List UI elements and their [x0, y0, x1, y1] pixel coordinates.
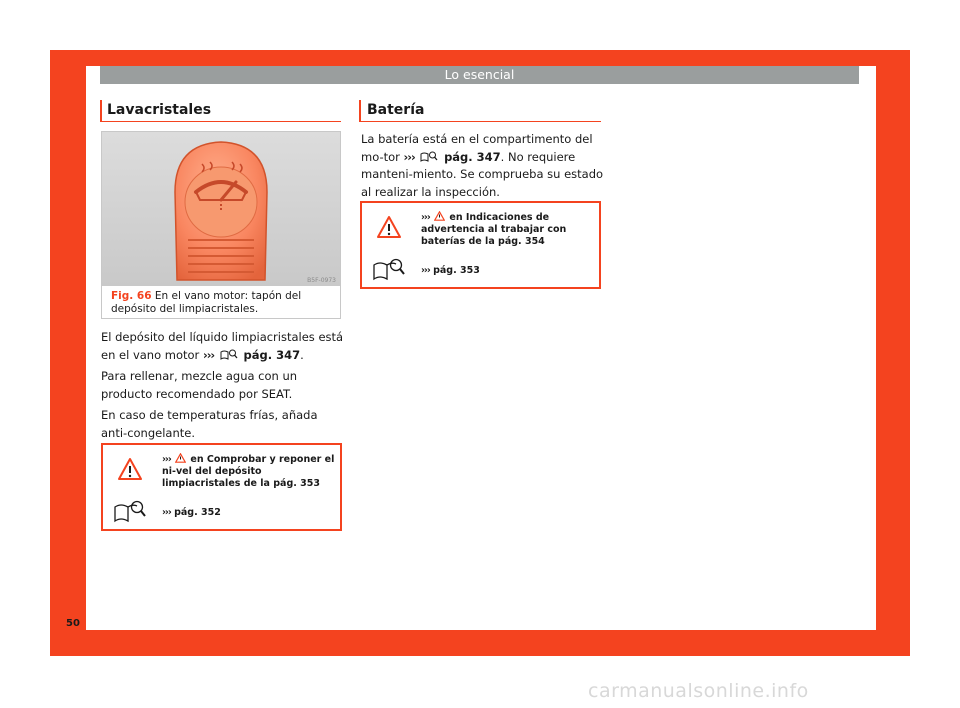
left-body	[101, 329, 346, 446]
warning-box-bateria	[360, 201, 601, 289]
chapter-header: Lo esencial	[100, 66, 859, 84]
figure-66	[101, 131, 341, 319]
watermark: carmanualsonline.info	[588, 680, 809, 702]
link-pag-347[interactable]: pág. 347	[444, 149, 501, 164]
figure-caption-text: En el vano motor: tapón del depósito del limpiacristales.	[111, 290, 302, 315]
figure-code: B5F-0973	[307, 277, 336, 284]
page-number: 50	[66, 618, 80, 629]
link-pag-347[interactable]: pág. 347	[243, 347, 301, 362]
manual-ref-text[interactable]: ››› pág. 352	[162, 507, 221, 518]
paragraph-bateria: La batería está en el compartimento del mo-tor ››› pág. 347. No requiere manteni-miento. Se comprueba su estado al realizar la inspección.	[361, 132, 604, 199]
warning-triangle-icon	[434, 211, 445, 221]
figure-number: Fig. 66	[111, 290, 152, 302]
section-rule	[100, 121, 341, 122]
warning-ref-text[interactable]: ››› en Indicaciones de advertencia al trabajar con baterías de la pág. 354	[421, 212, 567, 247]
warning-triangle-icon	[175, 453, 186, 463]
washer-cap-illustration	[102, 132, 340, 286]
paragraph-3: En caso de temperaturas frías, añada anti-congelante.	[101, 408, 318, 440]
ref-marker: ›››	[403, 149, 415, 164]
section-accent-bar	[359, 100, 361, 121]
manual-ref-text[interactable]: ››› pág. 353	[421, 265, 480, 276]
washer-cap-svg	[102, 132, 340, 286]
manual-magnifier-icon	[113, 499, 147, 523]
section-title-bateria: Batería	[367, 102, 425, 118]
warning-ref-text[interactable]: ››› en Comprobar y reponer el ni-vel del depósito limpiacristales de la pág. 353	[162, 454, 335, 489]
paragraph-2: Para rellenar, mezcle agua con un producto recomendado por SEAT.	[101, 369, 298, 401]
figure-caption	[111, 290, 333, 316]
section-accent-bar	[100, 100, 102, 121]
manual-magnifier-icon	[420, 151, 438, 162]
warning-triangle-icon	[376, 215, 402, 239]
ref-marker: ›››	[202, 347, 215, 362]
right-body	[361, 131, 606, 205]
section-rule	[359, 121, 601, 122]
manual-magnifier-icon	[372, 257, 406, 281]
paragraph-1: El depósito del líquido limpiacristales está en el vano motor ››› pág. 347.	[101, 330, 344, 362]
warning-triangle-icon	[117, 457, 143, 481]
section-title-lavacristales: Lavacristales	[107, 102, 212, 118]
manual-magnifier-icon	[220, 349, 238, 360]
warning-box-lavacristales	[101, 443, 342, 531]
